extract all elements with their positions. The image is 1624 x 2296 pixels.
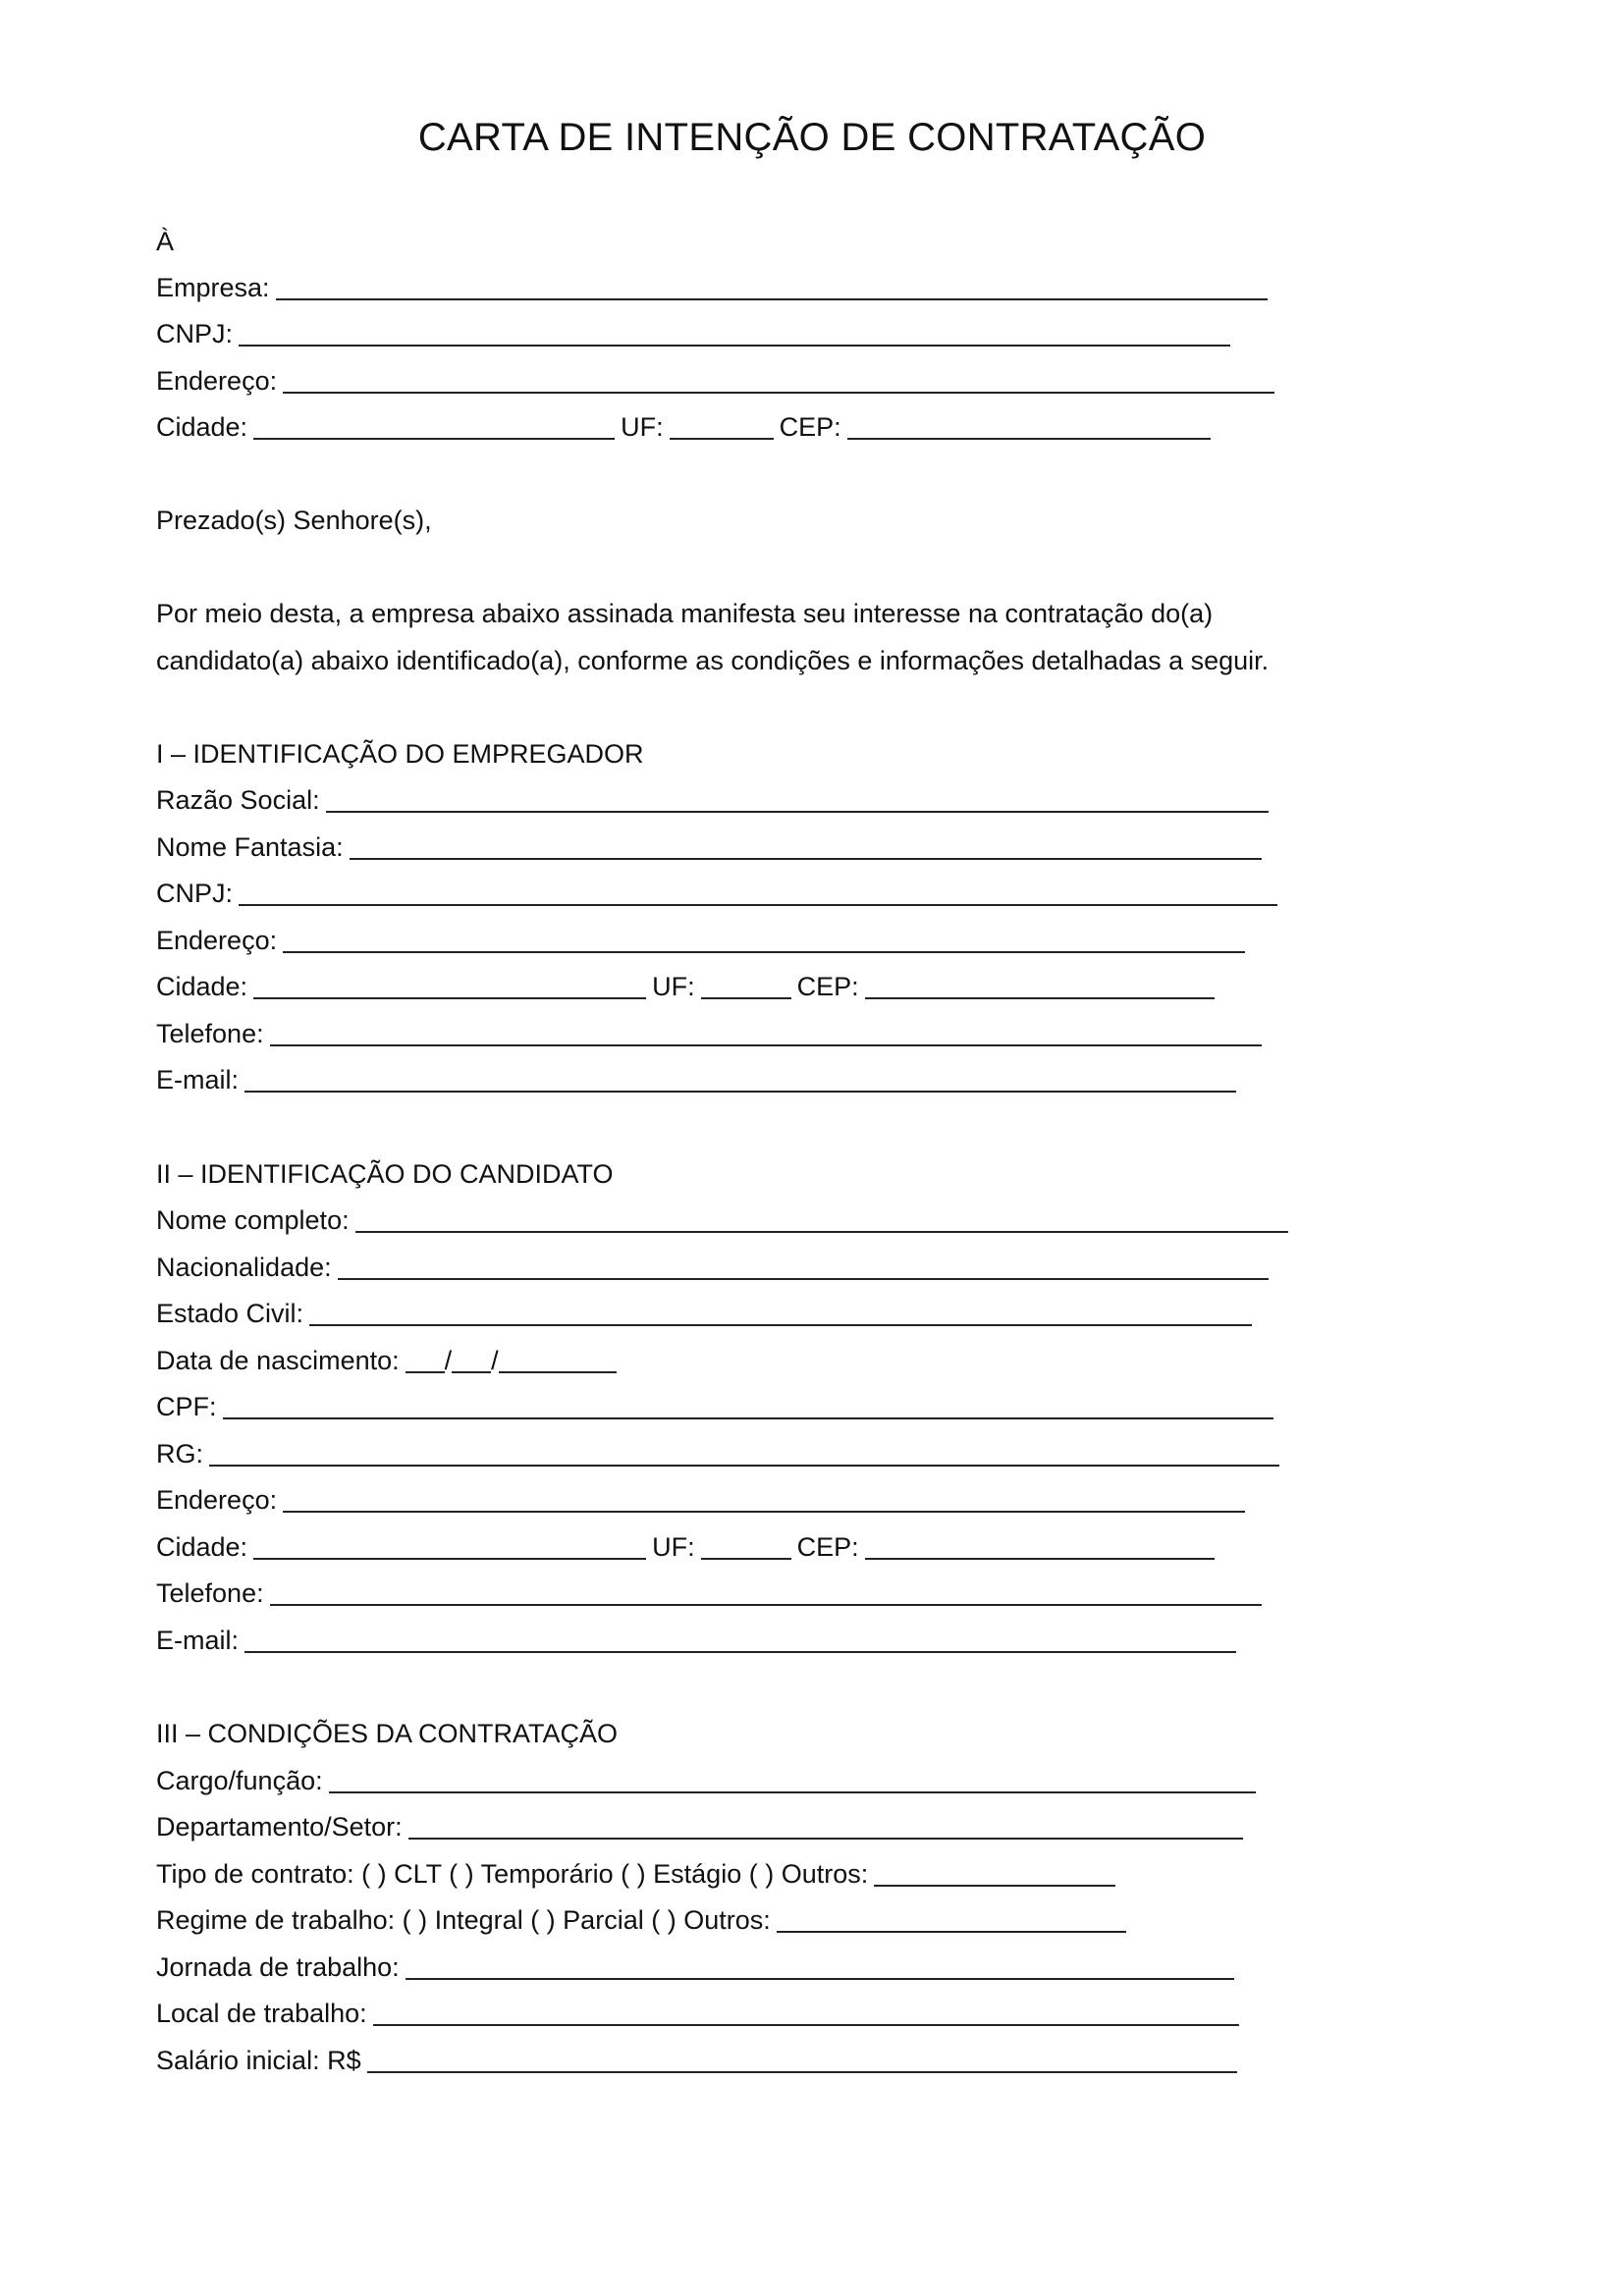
candidate-nascimento-row: Data de nascimento: / / [156,1344,623,1377]
candidate-nome-field[interactable] [355,1207,1288,1233]
hiring-jornada-field[interactable] [406,1954,1234,1980]
employer-telefone-row: Telefone: [156,1017,1268,1050]
candidate-nome-row: Nome completo: [156,1203,1294,1237]
candidate-estado-civil-field[interactable] [309,1301,1252,1326]
hiring-local-row: Local de trabalho: [156,1997,1245,2030]
hiring-salario-row: Salário inicial: R$ [156,2044,1243,2077]
employer-endereco-row: Endereço: [156,924,1251,957]
birth-day-field[interactable] [406,1348,445,1373]
hiring-jornada-row: Jornada de trabalho: [156,1950,1240,1984]
greeting: Prezado(s) Senhore(s), [156,506,432,535]
recipient-empresa-field[interactable] [276,275,1268,300]
recipient-cep-field[interactable] [847,414,1211,440]
candidate-nacionalidade-field[interactable] [338,1255,1269,1280]
intro-line-1: Por meio desta, a empresa abaixo assinada manifesta seu interesse na contratação do(a) [156,599,1214,628]
hiring-departamento-row: Departamento/Setor: [156,1810,1249,1843]
hiring-departamento-field[interactable] [408,1814,1243,1840]
birth-month-field[interactable] [452,1348,491,1373]
hiring-regime-row: Regime de trabalho: ( ) Integral ( ) Parcial ( ) Outros: [156,1903,1132,1937]
employer-cnpj-row: CNPJ: [156,877,1283,910]
employer-email-field[interactable] [244,1067,1236,1093]
employer-nome-fantasia-field[interactable] [350,834,1262,860]
employer-razao-social-field[interactable] [326,787,1269,813]
candidate-cpf-field[interactable] [223,1394,1273,1419]
candidate-cidade-field[interactable] [253,1534,646,1560]
birth-year-field[interactable] [499,1348,617,1373]
employer-endereco-field[interactable] [283,928,1245,953]
hiring-tipo-contrato-row: Tipo de contrato: ( ) CLT ( ) Temporário ( ) Estágio ( ) Outros: [156,1857,1121,1891]
section1-heading: I – IDENTIFICAÇÃO DO EMPREGADOR [156,739,644,769]
hiring-cargo-row: Cargo/função: [156,1764,1262,1797]
recipient-endereco-row: Endereço: [156,364,1280,398]
employer-telefone-field[interactable] [270,1021,1262,1046]
candidate-email-row: E-mail: [156,1624,1242,1657]
recipient-empresa-row: Empresa: [156,271,1273,304]
intro-line-2: candidato(a) abaixo identificado(a), conforme as condições e informações detalhadas a seguir. [156,646,1270,675]
hiring-tipo-contrato-outros-field[interactable] [874,1861,1115,1887]
recipient-cnpj-field[interactable] [239,321,1230,347]
employer-cep-field[interactable] [865,974,1215,999]
recipient-endereco-field[interactable] [283,368,1274,394]
employer-razao-social-row: Razão Social: [156,783,1274,817]
hiring-local-field[interactable] [373,2001,1239,2026]
employer-nome-fantasia-row: Nome Fantasia: [156,830,1268,864]
candidate-cep-field[interactable] [865,1534,1215,1560]
candidate-telefone-field[interactable] [270,1580,1262,1606]
candidate-telefone-row: Telefone: [156,1576,1268,1610]
document-title: CARTA DE INTENÇÃO DE CONTRATAÇÃO [417,116,1207,159]
recipient-cidade-row: Cidade: UF: CEP: [156,410,1217,444]
candidate-estado-civil-row: Estado Civil: [156,1297,1258,1330]
employer-cidade-row: Cidade: UF: CEP: [156,970,1220,1003]
candidate-email-field[interactable] [244,1628,1236,1653]
candidate-cidade-row: Cidade: UF: CEP: [156,1530,1220,1564]
recipient-uf-field[interactable] [670,414,774,440]
candidate-uf-field[interactable] [701,1534,791,1560]
recipient-cnpj-row: CNPJ: [156,317,1236,350]
hiring-regime-outros-field[interactable] [777,1907,1126,1933]
employer-cidade-field[interactable] [253,974,646,999]
hiring-salario-field[interactable] [367,2048,1237,2073]
candidate-endereco-field[interactable] [283,1487,1245,1513]
candidate-rg-row: RG: [156,1437,1285,1470]
candidate-endereco-row: Endereço: [156,1483,1251,1517]
recipient-cidade-field[interactable] [253,414,615,440]
candidate-cpf-row: CPF: [156,1390,1279,1423]
employer-email-row: E-mail: [156,1063,1242,1096]
candidate-nacionalidade-row: Nacionalidade: [156,1251,1274,1284]
employer-cnpj-field[interactable] [239,881,1277,906]
employer-uf-field[interactable] [701,974,791,999]
section2-heading: II – IDENTIFICAÇÃO DO CANDIDATO [156,1159,614,1189]
candidate-rg-field[interactable] [209,1441,1279,1467]
recipient-prefix: À [156,227,175,256]
hiring-cargo-field[interactable] [329,1768,1256,1793]
section3-heading: III – CONDIÇÕES DA CONTRATAÇÃO [156,1719,619,1748]
